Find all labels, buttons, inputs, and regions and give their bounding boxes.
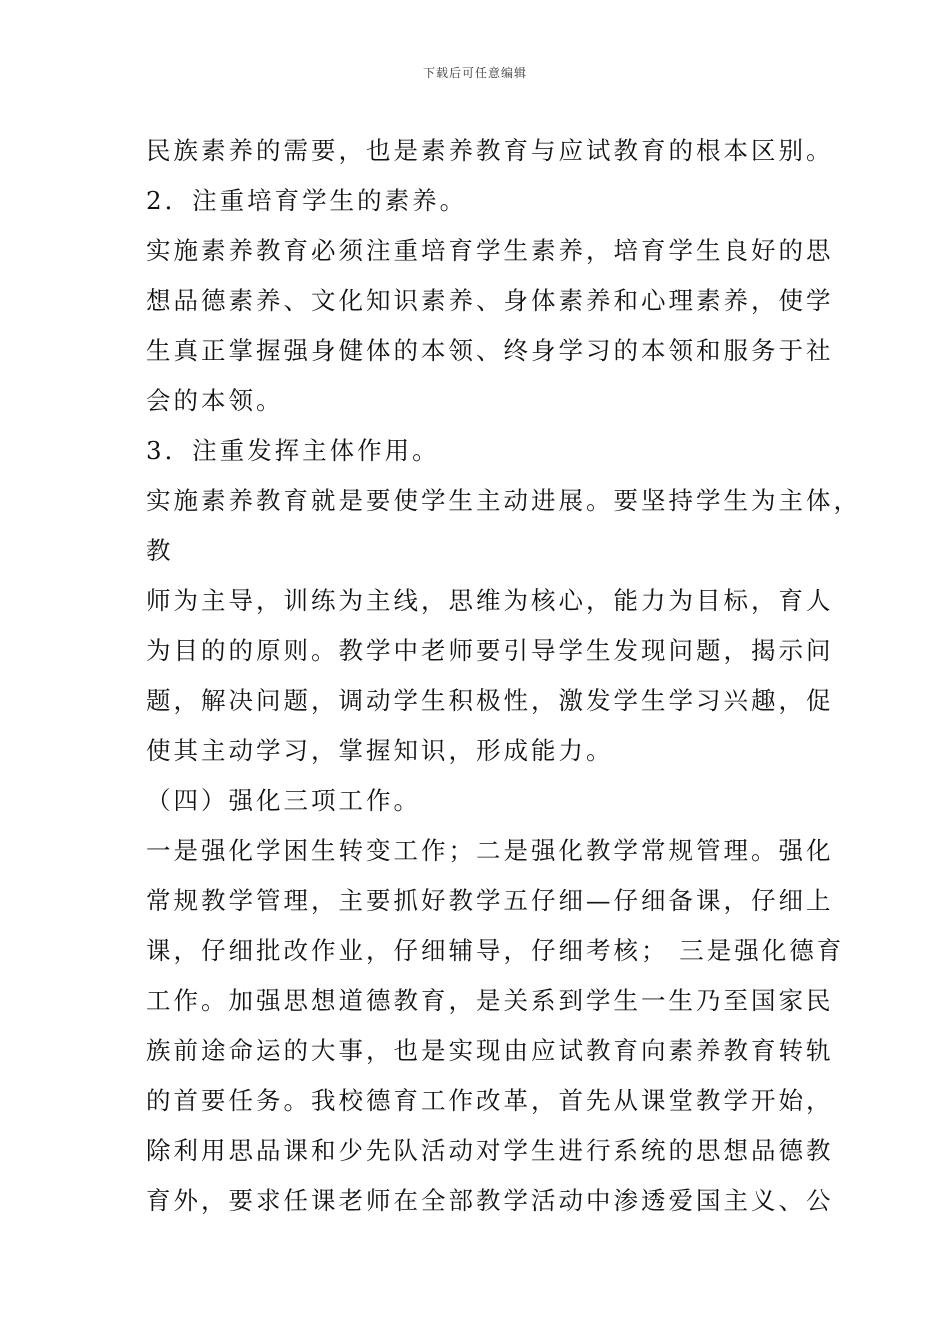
text-line: 为目的的原则。教学中老师要引导学生发现问题，揭示问: [146, 636, 834, 665]
text-line: 题，解决问题，调动学生积极性，激发学生学习兴趣，促: [146, 686, 834, 715]
text-line: 除利用思品课和少先队活动对学生进行系统的思想品德教: [146, 1136, 834, 1165]
text-line: 族前途命运的大事，也是实现由应试教育向素养教育转轨: [146, 1036, 834, 1065]
text-line: 的首要任务。我校德育工作改革，首先从课堂教学开始，: [146, 1086, 834, 1115]
text-line: （四）强化三项工作。: [146, 786, 421, 815]
text-line: 使其主动学习，掌握知识，形成能力。: [146, 736, 614, 765]
document-body: [146, 126, 861, 1226]
text-line: 实施素养教育就是要使学生主动进展。要坚持学生为主体，: [146, 486, 861, 515]
text-line: 2．注重培育学生的素养。: [146, 186, 468, 215]
text-line: 想品德素养、文化知识素养、身体素养和心理素养，使学: [146, 286, 834, 315]
text-line: 育外，要求任课老师在全部教学活动中渗透爱国主义、公: [146, 1186, 834, 1215]
text-line: 一是强化学困生转变工作；二是强化教学常规管理。强化: [146, 836, 834, 865]
text-line: 师为主导，训练为主线，思维为核心，能力为目标，育人: [146, 586, 834, 615]
page-header-note: 下载后可任意编辑: [422, 66, 527, 80]
text-line: 实施素养教育必须注重培育学生素养，培育学生良好的思: [146, 236, 834, 265]
text-line: 3．注重发挥主体作用。: [146, 436, 440, 465]
text-line: 常规教学管理，主要抓好教学五仔细—仔细备课，仔细上: [146, 886, 834, 915]
text-line: 工作。加强思想道德教育，是关系到学生一生乃至国家民: [146, 986, 834, 1015]
text-line: 会的本领。: [146, 386, 284, 415]
text-line: 课，仔细批改作业，仔细辅导，仔细考核； 三是强化德育: [146, 936, 845, 965]
text-line: 教: [146, 536, 174, 565]
text-line: 生真正掌握强身健体的本领、终身学习的本领和服务于社: [146, 336, 834, 365]
text-line: 民族素养的需要，也是素养教育与应试教育的根本区别。: [146, 136, 834, 165]
